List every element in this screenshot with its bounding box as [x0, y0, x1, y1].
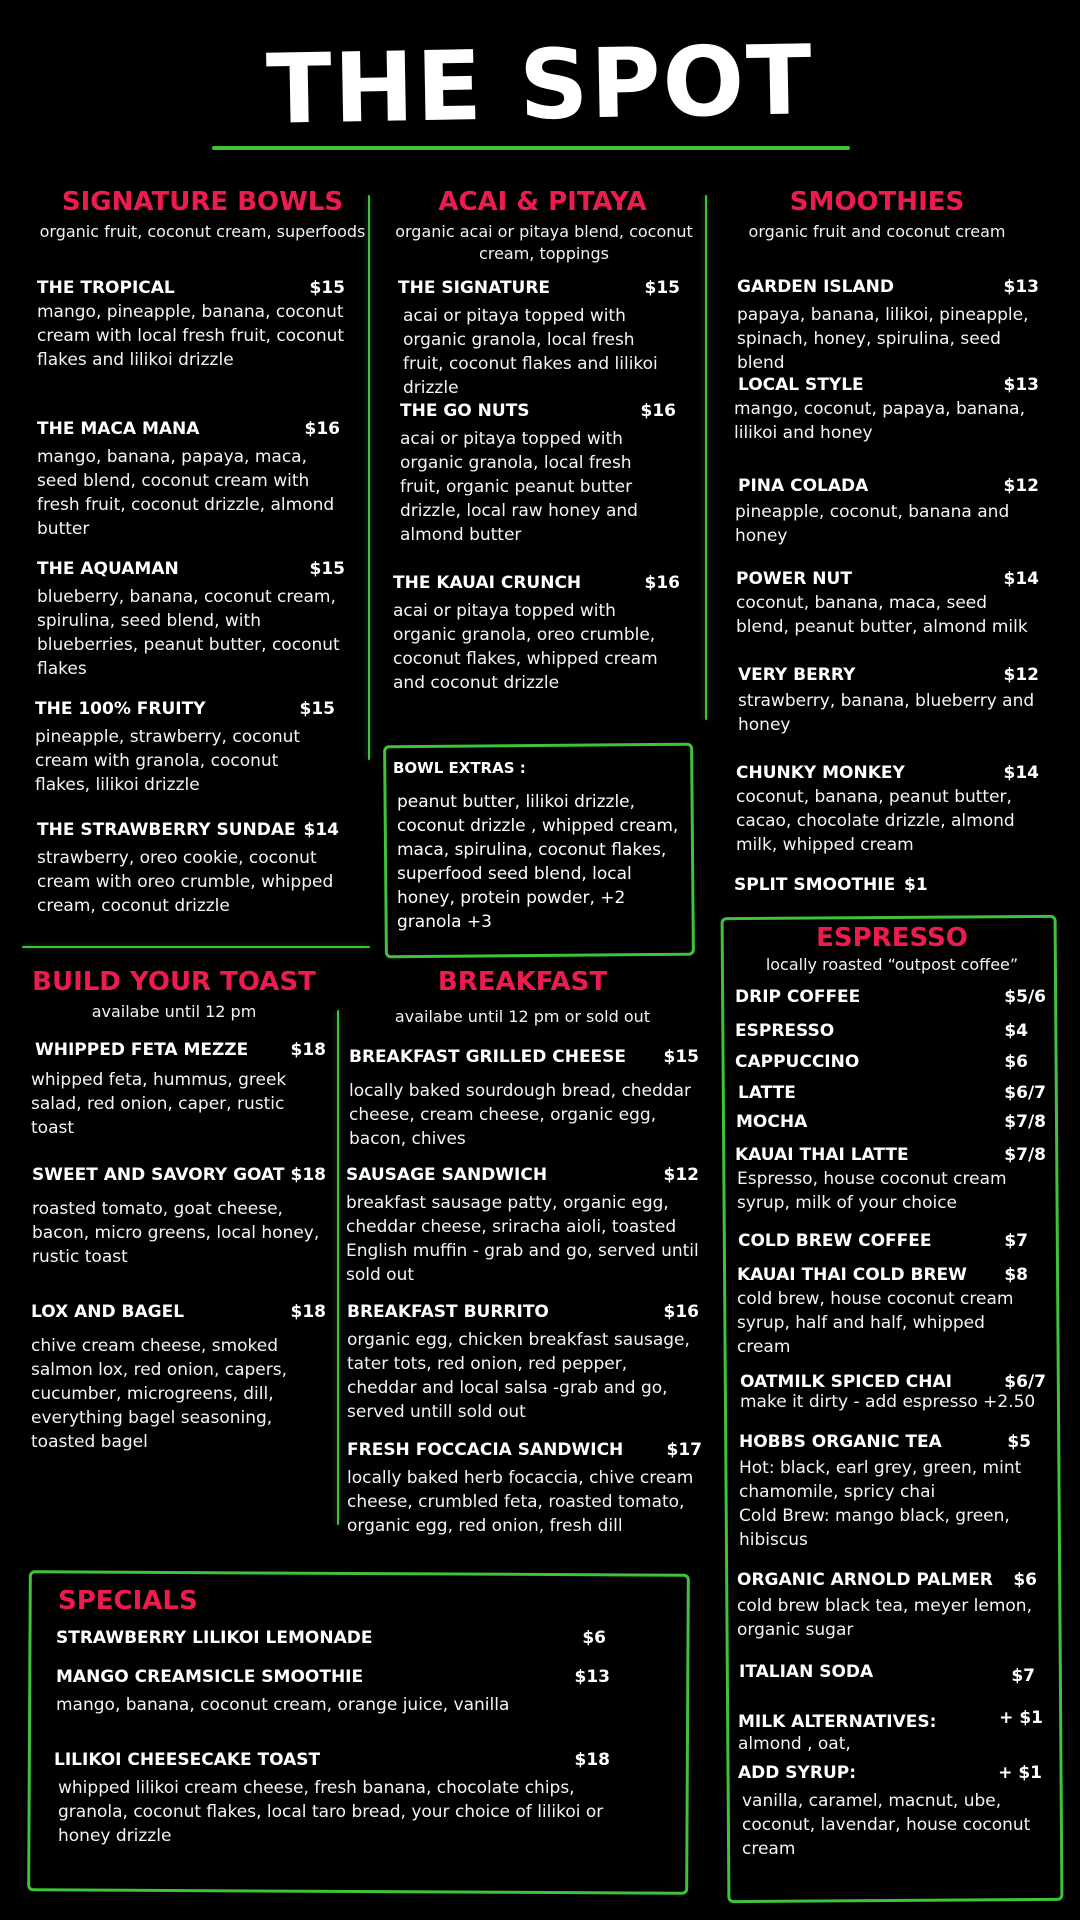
item-price: $13 [1003, 375, 1039, 395]
item-name: OATMILK SPICED CHAI [740, 1372, 952, 1392]
item-price: $18 [290, 1165, 326, 1185]
item-price: $13 [574, 1667, 610, 1687]
item-name: GARDEN ISLAND [737, 277, 894, 297]
item-price: $6 [582, 1628, 606, 1648]
item-price: $15 [309, 278, 345, 298]
menu-item [740, 1370, 1046, 1414]
item-name: THE KAUAI CRUNCH [393, 573, 582, 593]
item-name: SAUSAGE SANDWICH [346, 1165, 548, 1185]
bowl-extras-title: BOWL EXTRAS : [393, 759, 526, 777]
item-description: mango, banana, papaya, maca, seed blend, coconut cream with fresh fruit, coconut drizzle, almond butter [37, 447, 335, 539]
item-description: make it dirty - add espresso +2.50 [740, 1392, 1036, 1412]
menu-item [346, 1163, 699, 1287]
item-price: $15 [644, 278, 680, 298]
item-price: $7/8 [1004, 1112, 1046, 1132]
menu-item [735, 985, 1046, 1009]
menu-item [56, 1665, 610, 1717]
item-price: + $1 [999, 1708, 1043, 1728]
item-name: MANGO CREAMSICLE SMOOTHIE [56, 1667, 364, 1687]
item-price: $8 [1004, 1265, 1028, 1285]
item-price: $6/7 [1004, 1372, 1046, 1392]
item-name: THE SIGNATURE [398, 278, 551, 298]
item-description: blueberry, banana, coconut cream, spirulina, seed blend, with blueberries, peanut butter, coconut flakes [37, 587, 340, 679]
item-name: THE TROPICAL [37, 278, 175, 298]
menu-item [739, 1430, 1031, 1552]
item-price: $14 [1003, 763, 1039, 783]
menu-item [393, 571, 680, 695]
item-name: THE GO NUTS [400, 401, 530, 421]
item-name: THE 100% FRUITY [35, 699, 206, 719]
item-price: $13 [1003, 277, 1039, 297]
menu-item [56, 1626, 606, 1650]
item-description: Espresso, house coconut cream syrup, milk of your choice [737, 1169, 1007, 1213]
section-subtitle-smoothies: organic fruit and coconut cream [748, 222, 1006, 241]
item-name: LOCAL STYLE [738, 375, 864, 395]
item-price: $4 [1004, 1021, 1028, 1041]
item-price: $15 [299, 699, 335, 719]
item-description: acai or pitaya topped with organic granola, local fresh fruit, coconut flakes and lilikoi drizzle [403, 306, 658, 398]
item-name: FRESH FOCCACIA SANDWICH [347, 1440, 624, 1460]
column-divider-1 [368, 195, 370, 760]
item-price: $15 [309, 559, 345, 579]
item-name: THE MACA MANA [37, 419, 200, 439]
section-title-smoothies: SMOOTHIES [789, 187, 965, 217]
item-price: $6 [1013, 1570, 1037, 1590]
column-divider-2 [705, 195, 707, 720]
item-description: mango, banana, coconut cream, orange juice, vanilla [56, 1695, 510, 1715]
item-description: vanilla, caramel, macnut, ube, coconut, lavendar, house coconut cream [742, 1791, 1031, 1859]
item-price: $16 [304, 419, 340, 439]
menu-item [738, 1706, 1043, 1756]
item-name: ITALIAN SODA [739, 1662, 874, 1682]
item-price: $12 [1003, 665, 1039, 685]
section-subtitle-espresso: locally roasted “outpost coffee” [765, 955, 1019, 974]
item-price: $18 [574, 1750, 610, 1770]
item-name: POWER NUT [736, 569, 852, 589]
item-price: $12 [1003, 476, 1039, 496]
item-price: $12 [663, 1165, 699, 1185]
menu-item [35, 697, 335, 797]
item-price: $16 [640, 401, 676, 421]
header-divider [212, 146, 850, 150]
section-subtitle-breakfast: availabe until 12 pm or sold out [394, 1007, 651, 1026]
section-subtitle-bowls: organic fruit, coconut cream, superfoods [39, 222, 366, 241]
menu-item [738, 663, 1039, 737]
item-description: roasted tomato, goat cheese, bacon, micro greens, local honey, rustic toast [32, 1199, 320, 1267]
section-title-toast: BUILD YOUR TOAST [32, 967, 316, 997]
item-description: coconut, banana, maca, seed blend, peanut butter, almond milk [736, 593, 1028, 637]
item-price: $18 [290, 1302, 326, 1322]
item-name: BREAKFAST BURRITO [347, 1302, 549, 1322]
item-description: breakfast sausage patty, organic egg, cheddar cheese, sriracha aioli, toasted English muffin - grab and go, served until sold out [346, 1193, 699, 1285]
split-smoothie-name: SPLIT SMOOTHIE [734, 875, 896, 895]
item-name: BREAKFAST GRILLED CHEESE [349, 1047, 627, 1067]
item-description: cold brew black tea, meyer lemon, organic sugar [737, 1596, 1032, 1640]
item-description: papaya, banana, lilikoi, pineapple, spinach, honey, spirulina, seed blend [737, 305, 1029, 373]
item-price: $14 [303, 820, 339, 840]
menu-item [738, 1229, 1028, 1253]
item-name: KAUAI THAI COLD BREW [737, 1265, 967, 1285]
section-subtitle-acai: organic acai or pitaya blend, coconut cream, toppings [395, 222, 693, 263]
menu-item [736, 567, 1039, 639]
item-price: $18 [290, 1040, 326, 1060]
item-name: THE AQUAMAN [37, 559, 179, 579]
item-description: pineapple, strawberry, coconut cream with granola, coconut flakes, lilikoi drizzle [35, 727, 301, 795]
item-name: WHIPPED FETA MEZZE [35, 1040, 249, 1060]
item-description: locally baked sourdough bread, cheddar cheese, cream cheese, organic egg, bacon, chives [349, 1081, 692, 1149]
item-price: $16 [644, 573, 680, 593]
item-price: $7 [1004, 1231, 1028, 1251]
section-subtitle-toast: availabe until 12 pm [91, 1002, 257, 1021]
menu-item [31, 1038, 326, 1140]
menu-item [738, 1761, 1042, 1861]
menu-item [54, 1748, 610, 1848]
menu-item [734, 373, 1039, 445]
section-title-specials: SPECIALS [58, 1586, 198, 1616]
section-title-breakfast: BREAKFAST [437, 967, 608, 997]
menu-item [737, 1263, 1028, 1359]
item-name: MILK ALTERNATIVES: [738, 1712, 937, 1732]
item-description: acai or pitaya topped with organic granola, local fresh fruit, organic peanut butter drizzle, local raw honey and almond butter [400, 429, 638, 545]
item-name: KAUAI THAI LATTE [735, 1145, 909, 1165]
item-name: CAPPUCCINO [735, 1052, 860, 1072]
item-name: LOX AND BAGEL [31, 1302, 185, 1322]
item-name: VERY BERRY [738, 665, 856, 685]
item-name: CHUNKY MONKEY [736, 763, 905, 783]
section-title-espresso: ESPRESSO [816, 923, 968, 953]
menu-item [31, 1300, 326, 1454]
section-title-bowls: SIGNATURE BOWLS [61, 187, 344, 217]
menu-item [37, 417, 340, 541]
item-name: LILIKOI CHEESECAKE TOAST [54, 1750, 321, 1770]
menu-item [736, 1110, 1046, 1134]
item-name: PINA COLADA [738, 476, 869, 496]
bowl-extras-description: peanut butter, lilikoi drizzle, coconut drizzle , whipped cream, maca, spirulina, coconut flakes, superfood seed blend, local honey, protein powder, +2 granola +3 [397, 792, 679, 932]
item-name: LATTE [738, 1083, 796, 1103]
menu-item [737, 1568, 1037, 1642]
item-price: $16 [663, 1302, 699, 1322]
item-description: mango, coconut, papaya, banana, lilikoi and honey [734, 399, 1025, 443]
item-price: $5 [1007, 1432, 1031, 1452]
item-name: STRAWBERRY LILIKOI LEMONADE [56, 1628, 373, 1648]
item-description: locally baked herb focaccia, chive cream cheese, crumbled feta, roasted tomato, organic egg, red onion, fresh dill [347, 1468, 694, 1536]
item-price: $14 [1003, 569, 1039, 589]
item-description: pineapple, coconut, banana and honey [735, 502, 1010, 546]
row-divider [22, 946, 370, 948]
item-description: organic egg, chicken breakfast sausage, tater tots, red onion, red pepper, cheddar and local salsa -grab and go, served untill sold out [347, 1330, 690, 1422]
menu-item [739, 1660, 1035, 1684]
menu-item [735, 1143, 1046, 1215]
item-name: MOCHA [736, 1112, 808, 1132]
menu-item [738, 1081, 1046, 1105]
item-name: SWEET AND SAVORY GOAT [32, 1165, 285, 1185]
menu-item [349, 1045, 699, 1151]
item-description: cold brew, house coconut cream syrup, half and half, whipped cream [737, 1289, 1014, 1357]
menu-item [347, 1438, 702, 1538]
item-description: almond , oat, [738, 1734, 851, 1754]
menu-item [37, 818, 339, 918]
item-name: THE STRAWBERRY SUNDAE [37, 820, 296, 840]
item-price: $6/7 [1004, 1083, 1046, 1103]
section-title-acai: ACAI & PITAYA [438, 187, 647, 217]
item-description: strawberry, banana, blueberry and honey [738, 691, 1035, 735]
menu-item [347, 1300, 699, 1424]
item-name: ESPRESSO [735, 1021, 835, 1041]
brand-title: THE SPOT [265, 24, 815, 146]
item-description: strawberry, oreo cookie, coconut cream with oreo crumble, whipped cream, coconut drizzle [37, 848, 334, 916]
item-price: $15 [663, 1047, 699, 1067]
item-description: acai or pitaya topped with organic granola, oreo crumble, coconut flakes, whipped cream and coconut drizzle [393, 601, 658, 693]
item-price: $6 [1004, 1052, 1028, 1072]
item-price: $17 [666, 1440, 702, 1460]
column-divider-3 [337, 1010, 339, 1525]
menu-item [737, 275, 1039, 375]
menu-item [37, 276, 345, 372]
menu-item [398, 276, 680, 400]
split-smoothie-price: $1 [904, 875, 928, 895]
menu-item [37, 557, 345, 681]
menu-item [735, 1050, 1046, 1074]
menu-item [735, 1019, 1046, 1043]
item-description: mango, pineapple, banana, coconut cream with local fresh fruit, coconut flakes and lilikoi drizzle [37, 302, 345, 370]
menu-item [736, 761, 1039, 857]
item-price: + $1 [998, 1763, 1042, 1783]
item-description: Hot: black, earl grey, green, mint chamomile, spricy chai Cold Brew: mango black, green, hibiscus [739, 1458, 1022, 1550]
item-price: $7 [1011, 1666, 1035, 1686]
item-description: whipped lilikoi cream cheese, fresh banana, chocolate chips, granola, coconut flakes, local taro bread, your choice of lilikoi or honey drizzle [58, 1778, 604, 1846]
menu-item [32, 1163, 326, 1269]
item-name: COLD BREW COFFEE [738, 1231, 932, 1251]
item-price: $5/6 [1004, 987, 1046, 1007]
item-name: ADD SYRUP: [738, 1763, 857, 1783]
item-description: coconut, banana, peanut butter, cacao, chocolate drizzle, almond milk, whipped cream [736, 787, 1015, 855]
item-price: $7/8 [1004, 1145, 1046, 1165]
menu-item [735, 474, 1039, 548]
item-name: ORGANIC ARNOLD PALMER [737, 1570, 993, 1590]
item-name: HOBBS ORGANIC TEA [739, 1432, 942, 1452]
item-name: DRIP COFFEE [735, 987, 861, 1007]
item-description: whipped feta, hummus, greek salad, red onion, caper, rustic toast [31, 1070, 287, 1138]
menu-item [400, 399, 676, 547]
item-description: chive cream cheese, smoked salmon lox, red onion, capers, cucumber, microgreens, dill, everything bagel seasoning, toasted bagel [31, 1336, 288, 1452]
